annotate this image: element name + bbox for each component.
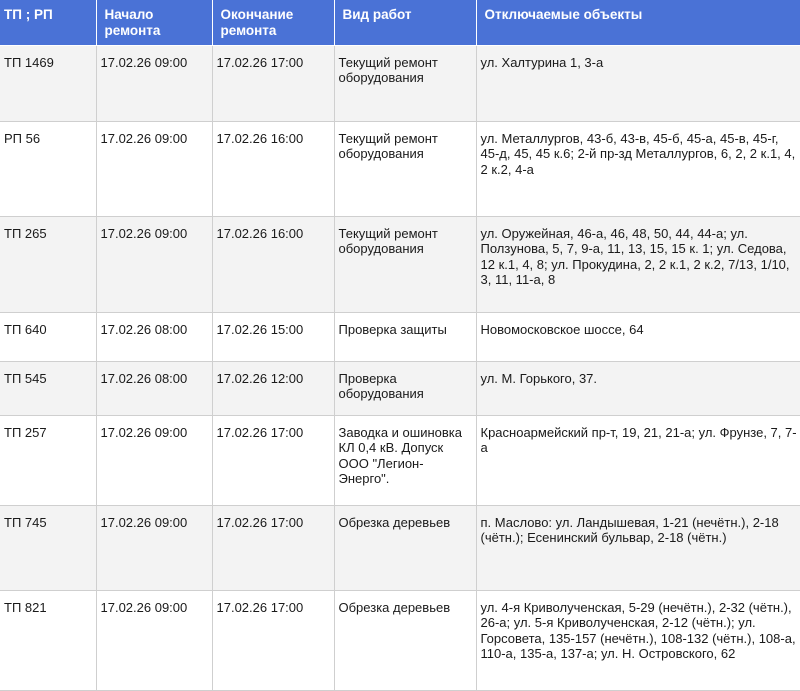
cell-end: 17.02.26 12:00 bbox=[212, 361, 334, 415]
cell-work: Проверка защиты bbox=[334, 312, 476, 361]
cell-end: 17.02.26 16:00 bbox=[212, 121, 334, 216]
cell-end: 17.02.26 17:00 bbox=[212, 505, 334, 590]
cell-tp: ТП 640 bbox=[0, 312, 96, 361]
table-row bbox=[0, 121, 800, 216]
table-row bbox=[0, 45, 800, 121]
table-row bbox=[0, 505, 800, 590]
cell-start: 17.02.26 08:00 bbox=[96, 312, 212, 361]
cell-objects: п. Маслово: ул. Ландышевая, 1-21 (нечётн.), 2-18 (чётн.); Есенинский бульвар, 2-18 (чётн.) bbox=[476, 505, 800, 590]
table-row bbox=[0, 590, 800, 690]
cell-tp: РП 56 bbox=[0, 121, 96, 216]
header-work: Вид работ bbox=[334, 0, 476, 45]
cell-objects: Красноармейский пр-т, 19, 21, 21-а; ул. Фрунзе, 7, 7-а bbox=[476, 415, 800, 505]
cell-work: Обрезка деревьев bbox=[334, 590, 476, 690]
cell-end: 17.02.26 17:00 bbox=[212, 590, 334, 690]
cell-tp: ТП 745 bbox=[0, 505, 96, 590]
cell-start: 17.02.26 09:00 bbox=[96, 216, 212, 312]
cell-start: 17.02.26 09:00 bbox=[96, 45, 212, 121]
cell-objects: ул. Оружейная, 46-а, 46, 48, 50, 44, 44-а; ул. Ползунова, 5, 7, 9-а, 11, 13, 15, 15 к. 1; ул. Седова, 12 к.1, 4, 8; ул. Прокудина, 2, 2 к.1, 2 к.2, 7/13, 1/10, 3, 11, 11-а, 8 bbox=[476, 216, 800, 312]
table-row bbox=[0, 415, 800, 505]
cell-end: 17.02.26 15:00 bbox=[212, 312, 334, 361]
cell-work: Текущий ремонт оборудования bbox=[334, 216, 476, 312]
cell-start: 17.02.26 09:00 bbox=[96, 415, 212, 505]
cell-tp: ТП 257 bbox=[0, 415, 96, 505]
header-row bbox=[0, 0, 800, 45]
header-objects: Отключаемые объекты bbox=[476, 0, 800, 45]
table-body bbox=[0, 45, 800, 690]
cell-end: 17.02.26 16:00 bbox=[212, 216, 334, 312]
cell-tp: ТП 265 bbox=[0, 216, 96, 312]
cell-objects: ул. Халтурина 1, 3-а bbox=[476, 45, 800, 121]
cell-start: 17.02.26 09:00 bbox=[96, 590, 212, 690]
cell-work: Обрезка деревьев bbox=[334, 505, 476, 590]
header-end: Окончание ремонта bbox=[212, 0, 334, 45]
table-row bbox=[0, 216, 800, 312]
cell-work: Заводка и ошиновка КЛ 0,4 кВ. Допуск ООО "Легион-Энерго". bbox=[334, 415, 476, 505]
cell-objects: ул. Металлургов, 43-б, 43-в, 45-б, 45-а, 45-в, 45-г, 45-д, 45, 45 к.6; 2-й пр-зд Металлургов, 6, 2, 2 к.1, 4, 2 к.2, 4-а bbox=[476, 121, 800, 216]
cell-end: 17.02.26 17:00 bbox=[212, 45, 334, 121]
cell-objects: Новомосковское шоссе, 64 bbox=[476, 312, 800, 361]
cell-end: 17.02.26 17:00 bbox=[212, 415, 334, 505]
table-header bbox=[0, 0, 800, 45]
cell-start: 17.02.26 08:00 bbox=[96, 361, 212, 415]
table-row bbox=[0, 312, 800, 361]
cell-objects: ул. 4-я Криволученская, 5-29 (нечётн.), 2-32 (чётн.), 26-а; ул. 5-я Криволученская, 2-12 (чётн.); ул. Горсовета, 135-157 (нечётн.), 108-132 (чётн.), 108-а, 110-а, 135-а, 137-а; ул. Н. Островского, 62 bbox=[476, 590, 800, 690]
cell-tp: ТП 821 bbox=[0, 590, 96, 690]
cell-start: 17.02.26 09:00 bbox=[96, 121, 212, 216]
header-start: Начало ремонта bbox=[96, 0, 212, 45]
cell-objects: ул. М. Горького, 37. bbox=[476, 361, 800, 415]
cell-tp: ТП 545 bbox=[0, 361, 96, 415]
cell-work: Проверка оборудования bbox=[334, 361, 476, 415]
table-row bbox=[0, 361, 800, 415]
header-tp: ТП ; РП bbox=[0, 0, 96, 45]
cell-start: 17.02.26 09:00 bbox=[96, 505, 212, 590]
cell-work: Текущий ремонт оборудования bbox=[334, 121, 476, 216]
cell-tp: ТП 1469 bbox=[0, 45, 96, 121]
cell-work: Текущий ремонт оборудования bbox=[334, 45, 476, 121]
